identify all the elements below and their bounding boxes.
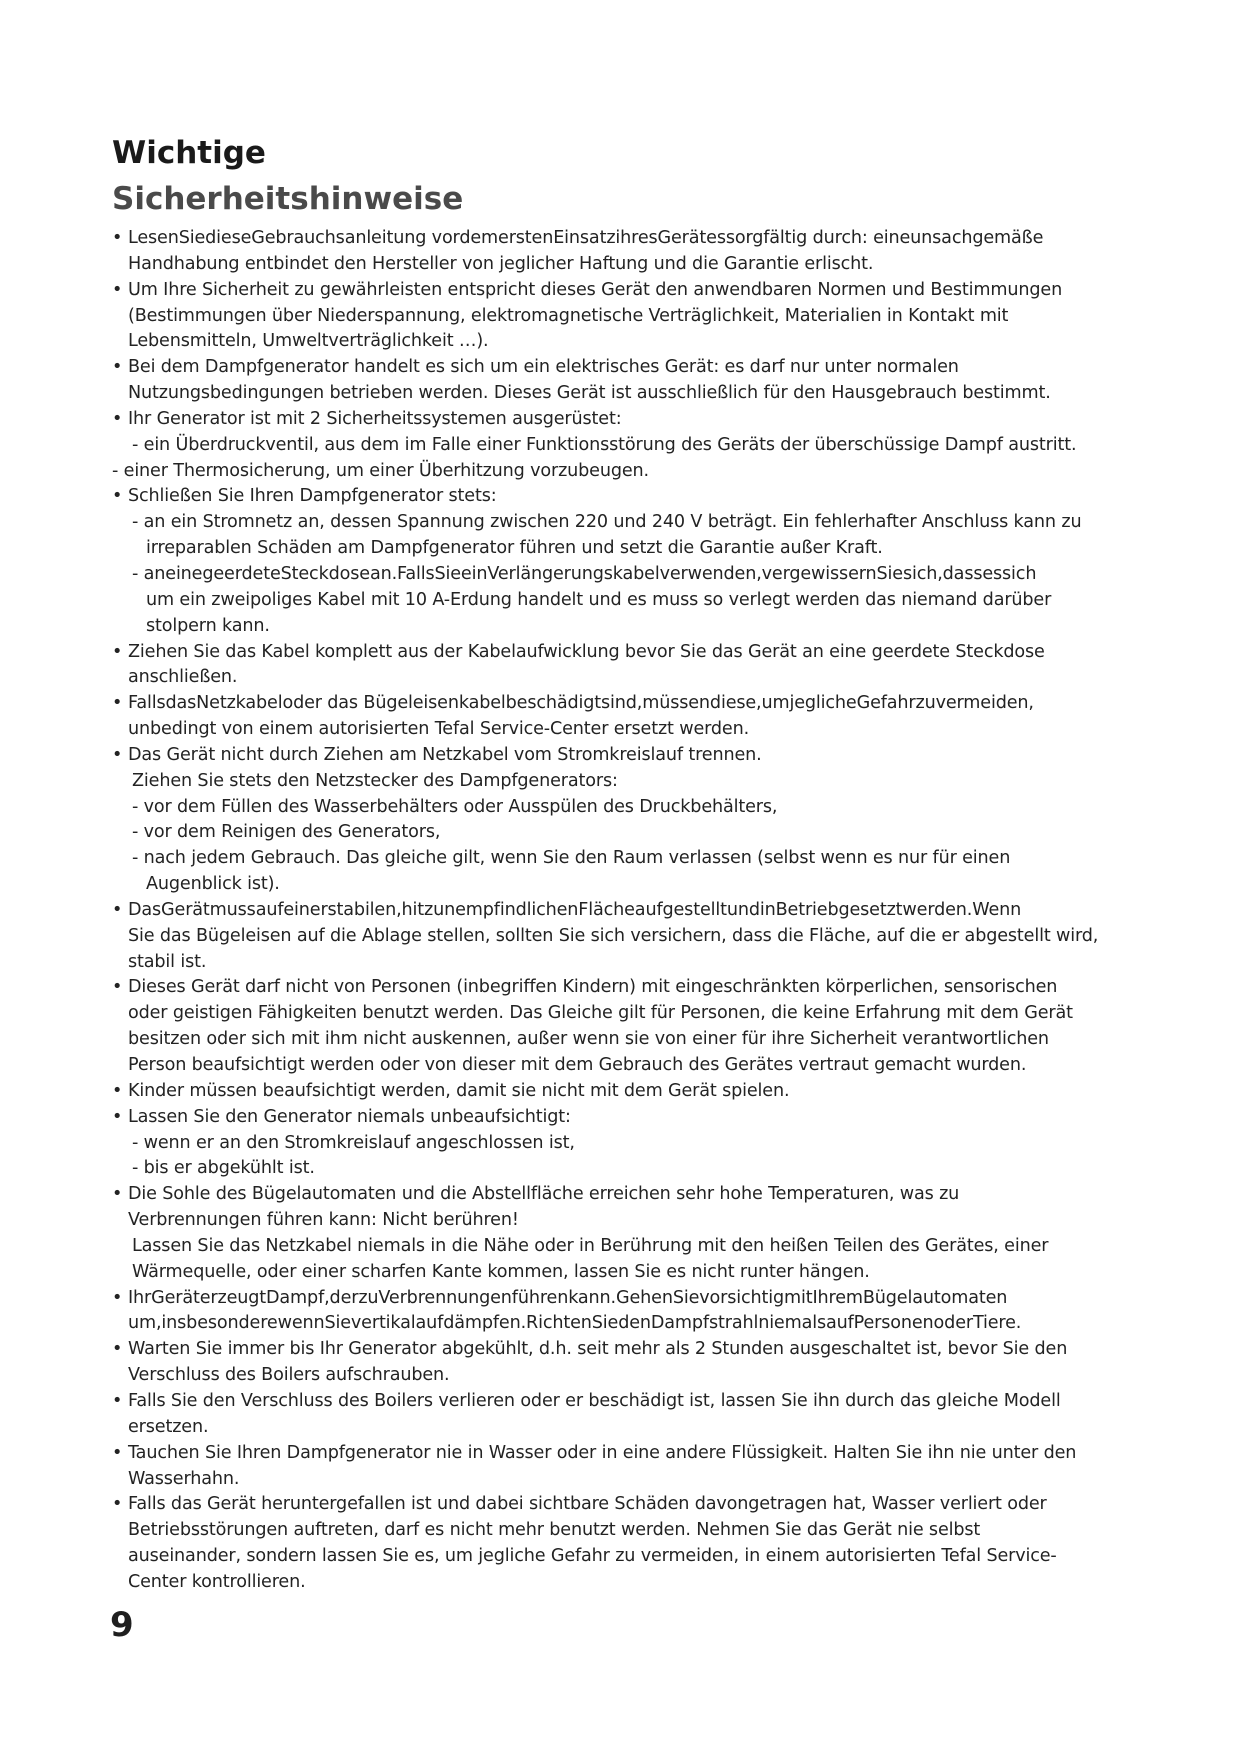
bullet-line: • Die Sohle des Bügelautomaten und die Abstellfläche erreichen sehr hohe Temperaturen, was zu: [112, 1182, 1182, 1208]
bullet-line: • Schließen Sie Ihren Dampfgenerator stets:: [112, 484, 1182, 510]
text-line: Wärmequelle, oder einer scharfen Kante kommen, lassen Sie es nicht runter hängen.: [132, 1261, 870, 1282]
bullet-line: • Warten Sie immer bis Ihr Generator abgekühlt, d.h. seit mehr als 2 Stunden ausgeschaltet ist, bevor Sie den: [112, 1337, 1182, 1363]
bullet-line: • FallsdasNetzkabeloder das Bügeleisenkabelbeschädigtsind,müssendiese,umjeglicheGefahrzuvermeiden,: [112, 691, 1182, 717]
text-line: - wenn er an den Stromkreislauf angeschlossen ist,: [132, 1132, 575, 1153]
text-line: Betriebsstörungen auftreten, darf es nicht mehr benutzt werden. Nehmen Sie das Gerät nie selbst: [128, 1520, 981, 1541]
bullet-line: • Falls Sie den Verschluss des Boilers verlieren oder er beschädigt ist, lassen Sie ihn durch das gleiche Modell: [112, 1389, 1182, 1415]
text-line: ersetzen.: [128, 1416, 209, 1437]
title-line-1: Wichtige: [112, 135, 266, 171]
text-line: oder geistigen Fähigkeiten benutzt werden. Das Gleiche gilt für Personen, die keine Erfahrung mit dem Gerät: [128, 1003, 1073, 1024]
text-line: - einer Thermosicherung, um einer Überhitzung vorzubeugen.: [112, 460, 649, 481]
bullet-line: • Um Ihre Sicherheit zu gewährleisten entspricht dieses Gerät den anwendbaren Normen und Bestimmungen: [112, 278, 1182, 304]
text-line: Lassen Sie das Netzkabel niemals in die Nähe oder in Berührung mit den heißen Teilen des Gerätes, einer: [132, 1235, 1049, 1256]
bullet-line: • Ihr Generator ist mit 2 Sicherheitssystemen ausgerüstet:: [112, 407, 1182, 433]
text-line: - nach jedem Gebrauch. Das gleiche gilt, wenn Sie den Raum verlassen (selbst wenn es nur für einen: [132, 848, 1011, 869]
bullet-line: • Dieses Gerät darf nicht von Personen (inbegriffen Kindern) mit eingeschränkten körperlichen, sensorischen: [112, 975, 1182, 1001]
text-line: Handhabung entbindet den Hersteller von jeglicher Haftung und die Garantie erlischt.: [128, 253, 874, 274]
text-line: Nutzungsbedingungen betrieben werden. Dieses Gerät ist ausschließlich für den Hausgebrauch bestimmt.: [128, 383, 1051, 404]
text-line: - aneinegeerdeteSteckdosean.FallsSieeinVerlängerungskabelverwenden,vergewissernSiesich,dassessich: [132, 563, 1037, 584]
text-line: - an ein Stromnetz an, dessen Spannung zwischen 220 und 240 V beträgt. Ein fehlerhafter Anschluss kann zu: [132, 512, 1082, 533]
bullet-line: • DasGerätmussaufeinerstabilen,hitzunempfindlichenFlächeaufgestelltundinBetriebgesetztwerden.Wenn: [112, 898, 1182, 924]
page-number: 9: [110, 1605, 134, 1645]
text-line: besitzen oder sich mit ihm nicht auskennen, außer wenn sie von einer für ihre Sicherheit verantwortlichen: [128, 1029, 1049, 1050]
text-line: um ein zweipoliges Kabel mit 10 A-Erdung handelt und es muss so verlegt werden das niemand darüber: [146, 589, 1052, 610]
text-line: um,insbesonderewennSievertikalaufdämpfen.RichtenSiedenDampfstrahlniemalsaufPersonenoderTiere.: [128, 1313, 1022, 1334]
bullet-line: • LesenSiedieseGebrauchsanleitung vordemerstenEinsatzihresGerätessorgfältig durch: eineunsachgemäße: [112, 226, 1182, 252]
bullet-line: • Bei dem Dampfgenerator handelt es sich um ein elektrisches Gerät: es darf nur unter normalen: [112, 355, 1182, 381]
text-line: Verbrennungen führen kann: Nicht berühren!: [128, 1210, 519, 1231]
bullet-line: • Tauchen Sie Ihren Dampfgenerator nie in Wasser oder in eine andere Flüssigkeit. Halten Sie ihn nie unter den: [112, 1441, 1182, 1467]
bullet-line: • Kinder müssen beaufsichtigt werden, damit sie nicht mit dem Gerät spielen.: [112, 1079, 1182, 1105]
text-line: Wasserhahn.: [128, 1468, 240, 1489]
text-line: - vor dem Reinigen des Generators,: [132, 822, 441, 843]
text-line: - ein Überdruckventil, aus dem im Falle einer Funktionsstörung des Geräts der überschüssige Dampf austritt.: [132, 434, 1077, 455]
bullet-line: • Ziehen Sie das Kabel komplett aus der Kabelaufwicklung bevor Sie das Gerät an eine geerdete Steckdose: [112, 640, 1182, 666]
text-line: stabil ist.: [128, 951, 207, 972]
page-title: [112, 130, 463, 222]
text-line: Sie das Bügeleisen auf die Ablage stellen, sollten Sie sich versichern, dass die Fläche, auf die er abgestellt wird,: [128, 925, 1099, 946]
text-line: (Bestimmungen über Niederspannung, elektromagnetische Verträglichkeit, Materialien in Kontakt mit: [128, 305, 1009, 326]
text-line: unbedingt von einem autorisierten Tefal Service-Center ersetzt werden.: [128, 719, 750, 740]
bullet-line: • Falls das Gerät heruntergefallen ist und dabei sichtbare Schäden davongetragen hat, Wasser verliert oder: [112, 1492, 1182, 1518]
text-line: Person beaufsichtigt werden oder von dieser mit dem Gebrauch des Gerätes vertraut gemacht wurden.: [128, 1055, 1027, 1075]
text-line: Verschluss des Boilers aufschrauben.: [128, 1365, 450, 1386]
title-line-2: Sicherheitshinweise: [112, 181, 464, 217]
text-line: stolpern kann.: [146, 615, 270, 636]
bullet-line: • Lassen Sie den Generator niemals unbeaufsichtigt:: [112, 1105, 1182, 1131]
text-line: Center kontrollieren.: [128, 1571, 306, 1592]
text-line: Lebensmitteln, Umweltverträglichkeit …).: [128, 331, 489, 352]
bullet-line: • Das Gerät nicht durch Ziehen am Netzkabel vom Stromkreislauf trennen.: [112, 743, 1182, 769]
text-line: - bis er abgekühlt ist.: [132, 1158, 315, 1179]
text-line: irreparablen Schäden am Dampfgenerator führen und setzt die Garantie außer Kraft.: [146, 538, 883, 559]
bullet-line: • IhrGeräterzeugtDampf,derzuVerbrennungenführenkann.GehenSievorsichtigmitIhremBügelautomaten: [112, 1286, 1182, 1312]
text-line: - vor dem Füllen des Wasserbehälters oder Ausspülen des Druckbehälters,: [132, 796, 778, 817]
text-line: anschließen.: [128, 667, 238, 688]
text-line: Ziehen Sie stets den Netzstecker des Dampfgenerators:: [132, 770, 618, 791]
text-line: Augenblick ist).: [146, 874, 280, 895]
text-line: auseinander, sondern lassen Sie es, um jegliche Gefahr zu vermeiden, in einem autorisierten Tefal Service-: [128, 1546, 1057, 1567]
safety-instructions-list: [112, 226, 1182, 1596]
